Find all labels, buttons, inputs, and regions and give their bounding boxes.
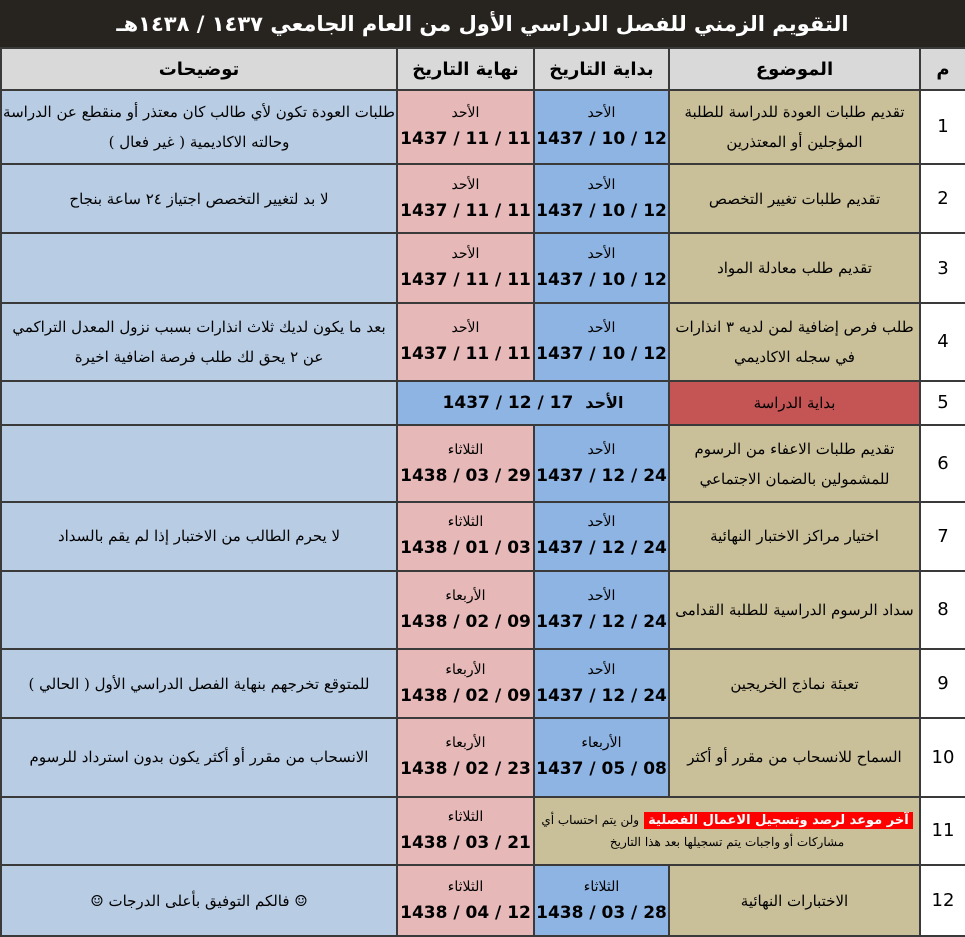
calendar-table (0, 47, 965, 937)
row-number: 6 (920, 425, 965, 502)
header-topic: الموضوع (669, 48, 920, 90)
note-cell (1, 233, 397, 303)
end-date-cell (397, 718, 534, 797)
row-number: 11 (920, 797, 965, 866)
end-date-cell (397, 502, 534, 571)
start-date: 1437 / 12 / 24 (536, 611, 667, 632)
end-date: 1437 / 11 / 11 (400, 343, 531, 364)
end-day: الأحد (451, 319, 480, 336)
row-number: 10 (920, 718, 965, 797)
table-row (1, 233, 965, 303)
end-date: 1438 / 02 / 23 (400, 759, 531, 780)
note-cell: طلبات العودة تكون لأي طالب كان معتذر أو منقطع عن الدراسة وحالته الاكاديمية ( غير فعال ) (1, 90, 397, 164)
start-date-cell (534, 649, 669, 718)
end-date: 1438 / 01 / 03 (400, 538, 531, 559)
end-date-cell (397, 865, 534, 936)
start-day: الأحد (587, 441, 616, 458)
end-date: 1437 / 11 / 11 (400, 128, 531, 149)
table-row (1, 303, 965, 381)
header-row (1, 48, 965, 90)
note-cell: ☺ فالكم التوفيق بأعلى الدرجات ☺ (1, 865, 397, 936)
end-date-cell (397, 90, 534, 164)
note-cell (1, 381, 397, 425)
topic-cell: اختيار مراكز الاختبار النهائية (669, 502, 920, 571)
table-row (1, 797, 965, 866)
end-date-cell (397, 649, 534, 718)
start-date-cell (534, 425, 669, 502)
start-day: الثلاثاء (583, 878, 620, 895)
start-date-cell (534, 865, 669, 936)
start-day: الأربعاء (581, 735, 622, 752)
end-date: 1438 / 03 / 21 (400, 832, 531, 853)
table-row (1, 90, 965, 164)
row-number: 8 (920, 571, 965, 650)
end-date-cell (397, 303, 534, 381)
start-date: 1437 / 10 / 12 (536, 270, 667, 291)
start-day: الأحد (587, 104, 616, 121)
header-num: م (920, 48, 965, 90)
table-row (1, 502, 965, 571)
end-day: الأربعاء (445, 587, 486, 604)
span-date: 1437 / 12 / 17 (442, 392, 574, 413)
note-cell: الانسحاب من مقرر أو أكثر يكون بدون استرداد للرسوم (1, 718, 397, 797)
topic-cell: تقديم طلبات تغيير التخصص (669, 164, 920, 234)
topic-cell: السماح للانسحاب من مقرر أو أكثر (669, 718, 920, 797)
start-day: الأحد (587, 246, 616, 263)
study-start-date-cell (397, 381, 669, 425)
topic-cell-study-start: بداية الدراسة (669, 381, 920, 425)
start-date: 1437 / 12 / 24 (536, 465, 667, 486)
end-day: الثلاثاء (447, 878, 484, 895)
row-number: 3 (920, 233, 965, 303)
grades-deadline-text: ولن يتم احتساب أي مشاركات أو واجبات يتم تسجيلها بعد هذا التاريخ (541, 812, 845, 849)
note-cell (1, 571, 397, 650)
topic-cell: الاختبارات النهائية (669, 865, 920, 936)
end-date: 1438 / 02 / 09 (400, 611, 531, 632)
row-number: 1 (920, 90, 965, 164)
end-date-cell (397, 164, 534, 234)
end-day: الأحد (451, 246, 480, 263)
note-cell: لا بد لتغيير التخصص اجتياز ٢٤ ساعة بنجاح (1, 164, 397, 234)
end-day: الثلاثاء (447, 808, 484, 825)
end-day: الأحد (451, 176, 480, 193)
table-row (1, 381, 965, 425)
page-title: التقويم الزمني للفصل الدراسي الأول من العام الجامعي ١٤٣٧ / ١٤٣٨هـ (0, 0, 965, 47)
start-date: 1437 / 05 / 08 (536, 759, 667, 780)
end-day: الأحد (451, 104, 480, 121)
topic-cell: تعبئة نماذج الخريجين (669, 649, 920, 718)
start-day: الأحد (587, 587, 616, 604)
start-day: الأحد (587, 661, 616, 678)
end-date: 1437 / 11 / 11 (400, 270, 531, 291)
table-row (1, 649, 965, 718)
table-row (1, 571, 965, 650)
note-cell: بعد ما يكون لديك ثلاث انذارات بسبب نزول المعدل التراكمي عن ٢ يحق لك طلب فرصة اضافية اخيرة (1, 303, 397, 381)
start-date-cell (534, 718, 669, 797)
topic-cell: طلب فرص إضافية لمن لديه ٣ انذارات في سجله الاكاديمي (669, 303, 920, 381)
start-date-cell (534, 502, 669, 571)
start-date-cell (534, 164, 669, 234)
table-row (1, 164, 965, 234)
table-row (1, 718, 965, 797)
start-date: 1437 / 10 / 12 (536, 128, 667, 149)
row-number: 4 (920, 303, 965, 381)
start-date-cell (534, 571, 669, 650)
row-number: 2 (920, 164, 965, 234)
topic-cell: تقديم طلبات الاعفاء من الرسوم للمشمولين بالضمان الاجتماعي (669, 425, 920, 502)
start-day: الأحد (587, 319, 616, 336)
header-notes: توضيحات (1, 48, 397, 90)
note-cell: لا يحرم الطالب من الاختبار إذا لم يقم بالسداد (1, 502, 397, 571)
start-day: الأحد (587, 514, 616, 531)
row-number: 5 (920, 381, 965, 425)
start-date: 1437 / 12 / 24 (536, 538, 667, 559)
end-date-cell (397, 233, 534, 303)
end-date: 1438 / 03 / 29 (400, 465, 531, 486)
start-date: 1437 / 10 / 12 (536, 343, 667, 364)
start-date-cell (534, 233, 669, 303)
topic-cell: تقديم طلبات العودة للدراسة للطلبة المؤجلين أو المعتذرين (669, 90, 920, 164)
end-date: 1438 / 04 / 12 (400, 902, 531, 923)
end-date-cell (397, 797, 534, 866)
end-day: الأربعاء (445, 735, 486, 752)
grades-deadline-cell (534, 797, 920, 866)
row-number: 9 (920, 649, 965, 718)
end-day: الثلاثاء (447, 441, 484, 458)
header-end-date: نهاية التاريخ (397, 48, 534, 90)
note-cell: للمتوقع تخرجهم بنهاية الفصل الدراسي الأول ( الحالي ) (1, 649, 397, 718)
start-date: 1437 / 12 / 24 (536, 685, 667, 706)
start-date-cell (534, 90, 669, 164)
start-date: 1438 / 03 / 28 (536, 902, 667, 923)
end-date: 1438 / 02 / 09 (400, 685, 531, 706)
topic-cell: تقديم طلب معادلة المواد (669, 233, 920, 303)
span-day: الأحد (585, 392, 624, 412)
topic-cell: سداد الرسوم الدراسية للطلبة القدامى (669, 571, 920, 650)
start-day: الأحد (587, 176, 616, 193)
row-number: 12 (920, 865, 965, 936)
grades-deadline-label: آخر موعد لرصد وتسجيل الاعمال الفصلية (644, 812, 913, 829)
start-date: 1437 / 10 / 12 (536, 200, 667, 221)
row-number: 7 (920, 502, 965, 571)
end-date-cell (397, 571, 534, 650)
header-start-date: بداية التاريخ (534, 48, 669, 90)
end-day: الثلاثاء (447, 514, 484, 531)
table-row (1, 865, 965, 936)
note-cell (1, 425, 397, 502)
start-date-cell (534, 303, 669, 381)
note-cell (1, 797, 397, 866)
table-row (1, 425, 965, 502)
end-day: الأربعاء (445, 661, 486, 678)
end-date: 1437 / 11 / 11 (400, 200, 531, 221)
end-date-cell (397, 425, 534, 502)
